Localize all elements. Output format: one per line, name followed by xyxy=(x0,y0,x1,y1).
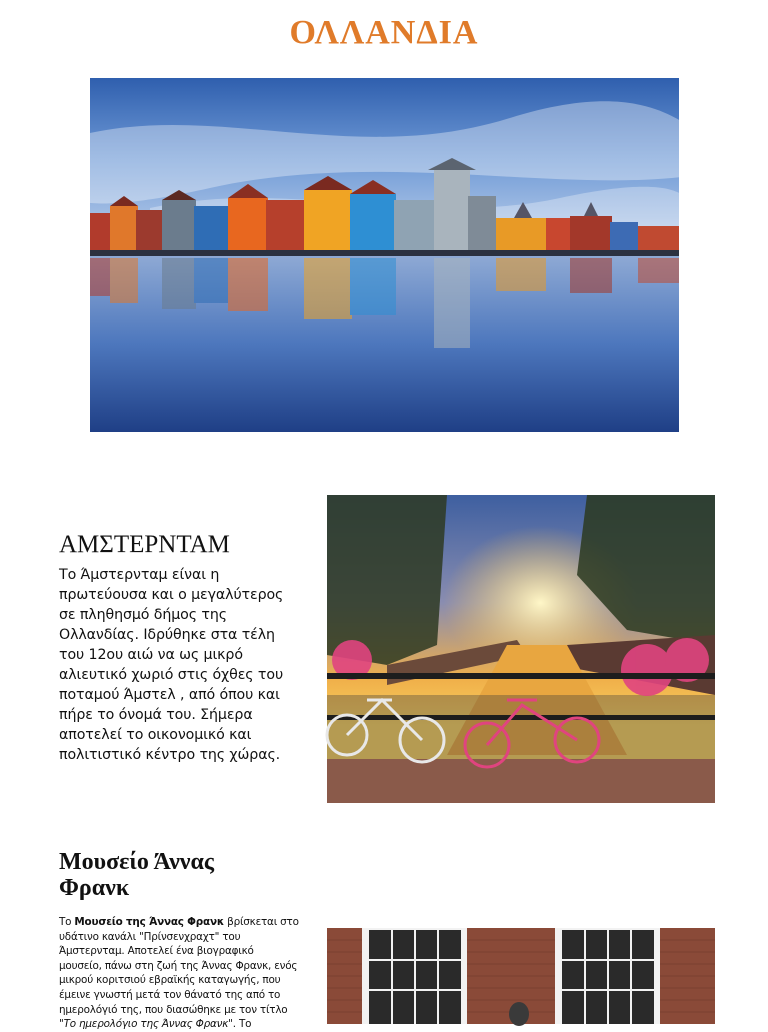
museum-heading xyxy=(59,849,259,910)
museum-text-part: βρίσκεται στο υδάτινο κανάλι "Πρίνσενχραχτ" του Άμστερνταμ. Αποτελεί ένα βιογραφικό μουσείο, πάνω στη ζωή της Άννας Φρανκ, ενός μικρού κοριτσιού εβραϊκής καταγωγής, που έμεινε γνωστή μετά τον θάνατό της από το ημερολόγιό της, που διασώθηκε με τον τίτλο xyxy=(59,916,299,1016)
amsterdam-canal-photo xyxy=(327,495,715,803)
page-title: ΟΛΛΑΝΔΙΑ xyxy=(289,14,479,51)
museum-text-part: Το xyxy=(59,916,75,928)
museum-text-part: . Το xyxy=(232,1018,252,1031)
anne-frank-house-photo xyxy=(327,928,715,1024)
diary-title-italic: "Το ημερολόγιο της Άννας Φρανκ" xyxy=(59,1018,233,1031)
museum-heading-text: Μουσείο Άννας Φρανκ xyxy=(59,849,215,901)
museum-name-bold: Μουσείο της Άννας Φρανκ xyxy=(74,916,225,928)
amsterdam-heading: ΑΜΣΤΕΡΝΤΑΜ xyxy=(59,531,230,558)
amsterdam-paragraph: Το Άμστερνταμ είναι η πρωτεύουσα και ο μεγαλύτερος σε πληθησμό δήμος της Ολλανδίας. Ιδρύθηκε στα τέλη του 12ου αιώ να ως μικρό αλιευτικό χωριό στις όχθες του ποταμού Άμστελ , από όπου και πήρε το όνομά του. Σήμερα αποτελεί το οικονομικό και πολιτιστικό κέντρο της χώρας. xyxy=(59,567,284,763)
colorful-houses-photo xyxy=(90,78,679,432)
museum-paragraph xyxy=(59,915,299,1031)
